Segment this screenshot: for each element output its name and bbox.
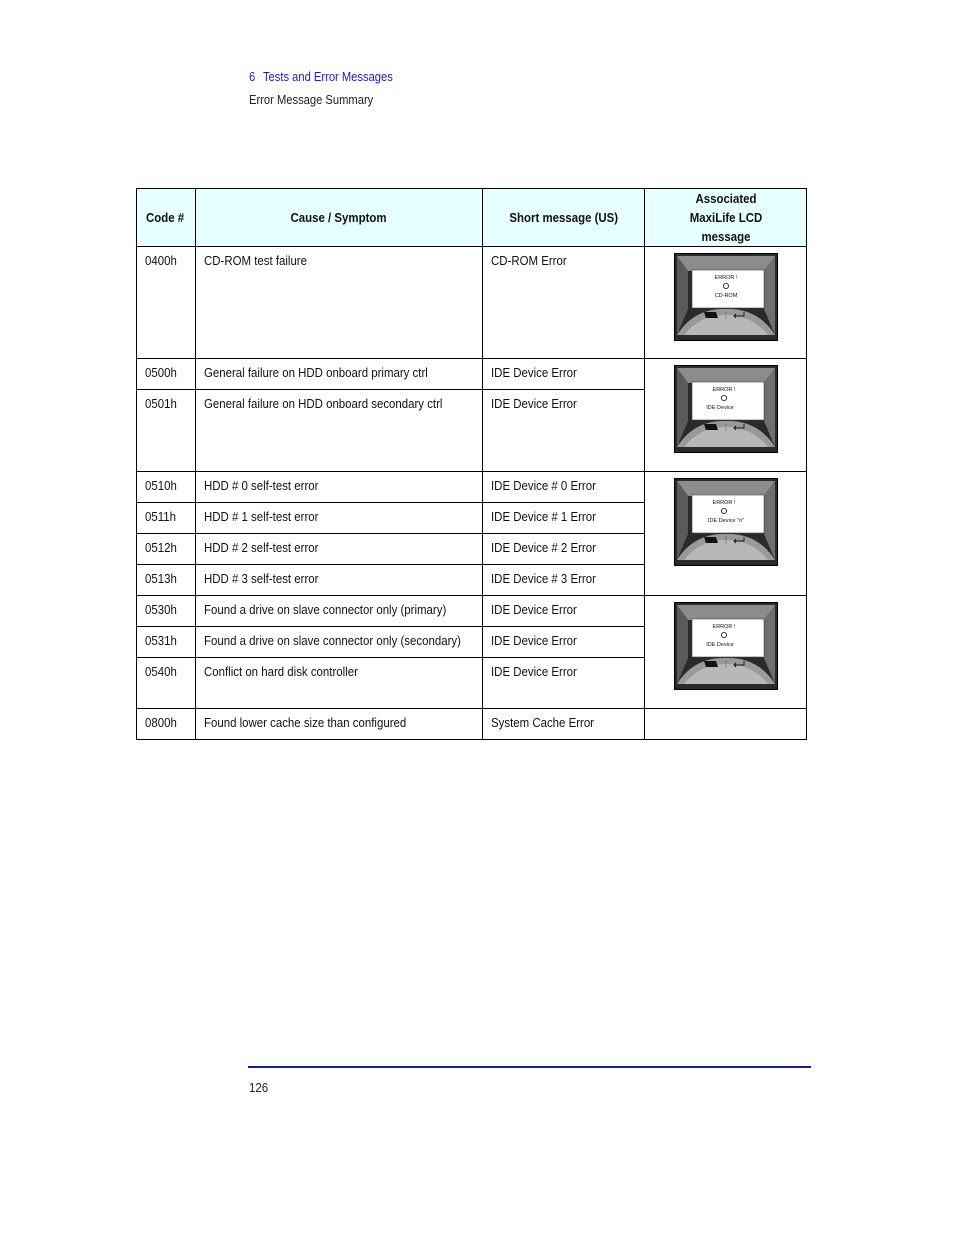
cause-cell: HDD # 1 self-test error [196, 503, 483, 534]
table-row [137, 709, 807, 740]
lcd-cell [645, 359, 807, 472]
lcd-line-2: CD-ROM [714, 293, 737, 299]
chapter-heading [249, 69, 393, 84]
section-title: Error Message Summary [249, 92, 374, 107]
lcd-line-2: IDE Device [705, 405, 734, 411]
lcd-panel-image [674, 478, 778, 566]
code-cell: 0512h [137, 534, 196, 565]
message-cell: CD-ROM Error [483, 247, 645, 359]
cause-cell: Found a drive on slave connector only (secondary) [196, 627, 483, 658]
message-cell: IDE Device # 0 Error [483, 472, 645, 503]
chapter-number: 6 [249, 69, 256, 84]
message-cell: IDE Device # 2 Error [483, 534, 645, 565]
code-cell: 0511h [137, 503, 196, 534]
code-cell: 0500h [137, 359, 196, 390]
message-cell: IDE Device Error [483, 359, 645, 390]
table-row [137, 247, 807, 359]
chapter-title: Tests and Error Messages [262, 69, 393, 84]
lcd-line-1: ERROR ! [712, 387, 735, 393]
lcd-cell [645, 247, 807, 359]
lcd-panel-image [674, 365, 778, 453]
cause-cell: HDD # 3 self-test error [196, 565, 483, 596]
cause-cell: HDD # 2 self-test error [196, 534, 483, 565]
cause-cell: General failure on HDD onboard primary ctrl [196, 359, 483, 390]
code-cell: 0800h [137, 709, 196, 740]
lcd-line-1: ERROR ! [714, 275, 737, 281]
lcd-line-1: ERROR ! [712, 500, 735, 506]
left-button-icon [704, 312, 718, 318]
code-cell: 0530h [137, 596, 196, 627]
cause-cell: Conflict on hard disk controller [196, 658, 483, 709]
code-cell: 0400h [137, 247, 196, 359]
cause-cell: Found lower cache size than configured [196, 709, 483, 740]
message-cell: IDE Device Error [483, 390, 645, 472]
code-cell: 0540h [137, 658, 196, 709]
footer-rule [248, 1066, 811, 1068]
message-cell: IDE Device # 1 Error [483, 503, 645, 534]
message-cell: System Cache Error [483, 709, 645, 740]
table-row [137, 596, 807, 627]
cause-cell: HDD # 0 self-test error [196, 472, 483, 503]
message-cell: IDE Device Error [483, 596, 645, 627]
message-cell: IDE Device Error [483, 658, 645, 709]
table-row [137, 472, 807, 503]
lcd-panel-image [674, 602, 778, 690]
lcd-line-2: IDE Device [705, 642, 734, 648]
left-button-icon [704, 537, 718, 543]
lcd-cell [645, 596, 807, 709]
code-cell: 0510h [137, 472, 196, 503]
message-cell: IDE Device Error [483, 627, 645, 658]
column-header-cause: Cause / Symptom [196, 189, 483, 247]
column-header-message: Short message (US) [483, 189, 645, 247]
lcd-line-1: ERROR ! [712, 624, 735, 630]
lcd-cell-empty [645, 709, 807, 740]
cause-cell: General failure on HDD onboard secondary ctrl [196, 390, 483, 472]
lcd-panel-image [674, 253, 778, 341]
cause-cell: CD-ROM test failure [196, 247, 483, 359]
code-cell: 0531h [137, 627, 196, 658]
message-cell: IDE Device # 3 Error [483, 565, 645, 596]
table-row [137, 359, 807, 390]
lcd-cell [645, 472, 807, 596]
table-header-row [137, 189, 807, 247]
code-cell: 0513h [137, 565, 196, 596]
code-cell: 0501h [137, 390, 196, 472]
left-button-icon [704, 424, 718, 430]
lcd-line-2: IDE Device "n" [707, 518, 744, 524]
column-header-lcd: Associated MaxiLife LCD message [645, 189, 807, 247]
column-header-code: Code # [137, 189, 196, 247]
cause-cell: Found a drive on slave connector only (primary) [196, 596, 483, 627]
left-button-icon [704, 661, 718, 667]
page-number: 126 [249, 1080, 269, 1095]
error-message-table [136, 188, 807, 740]
